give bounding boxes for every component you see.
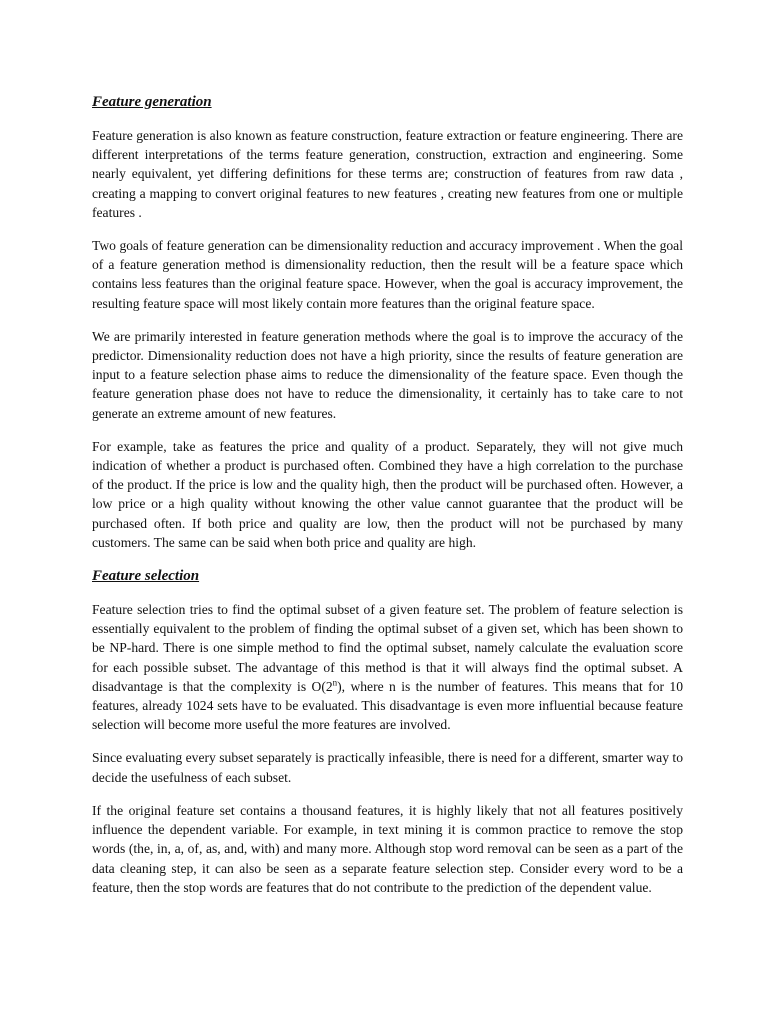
heading-feature-selection: Feature selection [92,568,200,585]
paragraph-fg-4: For example, take as features the price and quality of a product. Separately, they will not give much indication of whether a product is purchased often. Combined they have a high correlation to the purchase of the product. If the price is low and the quality high, then the product will be purchased often. However, a low price or a high quality without knowing the other value cannot guarantee that the product will be purchased often. If both price and quality are low, then the product will not be purchased by many customers. The same can be said when both price and quality are high. [92,438,683,550]
paragraph-fg-3: We are primarily interested in feature generation methods where the goal is to improve the accuracy of the predictor. Dimensionality reduction does not have a high priority, since the results of feature generation are input to a feature selection phase aims to reduce the dimensionality of the feature space. Even though the feature generation phase does not have to reduce the dimensionality, it certainly has to take care to not generate an extreme amount of new features. [92,328,683,421]
paragraph-fs-3: If the original feature set contains a thousand features, it is highly likely that not all features positively influence the dependent variable. For example, in text mining it is common practice to remove the stop words (the, in, a, of, as, and, with) and many more. Although stop word removal can be seen as a part of the data cleaning step, it can also be seen as a separate feature selection step. Consider every word to be a feature, then the stop words are features that do not contribute to the prediction of the dependent value. [92,802,683,895]
exponent-n: n [332,677,338,688]
paragraph-fs-1-part-a: Feature selection tries to find the optimal subset of a given feature set. The problem of feature selection is essentially equivalent to the problem of finding the optimal subset of a given set, which has been shown to be NP-hard. There is one simple method to find the optimal subset, namely calculate the evaluation score for each possible subset. The advantage of this method is that it will always find the optimal subset. A disadvantage is that the complexity is O(2 [92,602,683,694]
paragraph-fs-1-part-b: ), where n is the number of features. This means that for 10 features, already 1024 sets have to be evaluated. This disadvantage is even more influential because feature selection will become more useful the more features are involved. [92,678,683,733]
paragraph-fg-2: Two goals of feature generation can be dimensionality reduction and accuracy improvement . When the goal of a feature generation method is dimensionality reduction, then the result will be a feature space which contains less features than the original feature space. However, when the goal is accuracy improvement, the resulting feature space will most likely contain more features than the original feature space. [92,238,683,311]
paragraph-fs-1 [92,600,683,734]
paragraph-fg-1: Feature generation is also known as feature construction, feature extraction or feature engineering. There are different interpretations of the terms feature generation, construction, extraction and engineering. Some nearly equivalent, yet differing definitions for these terms are; construction of features from raw data , creating a mapping to convert original features to new features , creating new features from one or multiple features . [92,128,683,220]
heading-feature-generation: Feature generation [92,94,212,110]
paragraph-fs-2: Since evaluating every subset separately is practically infeasible, there is need for a different, smarter way to decide the usefulness of each subset. [92,750,683,785]
